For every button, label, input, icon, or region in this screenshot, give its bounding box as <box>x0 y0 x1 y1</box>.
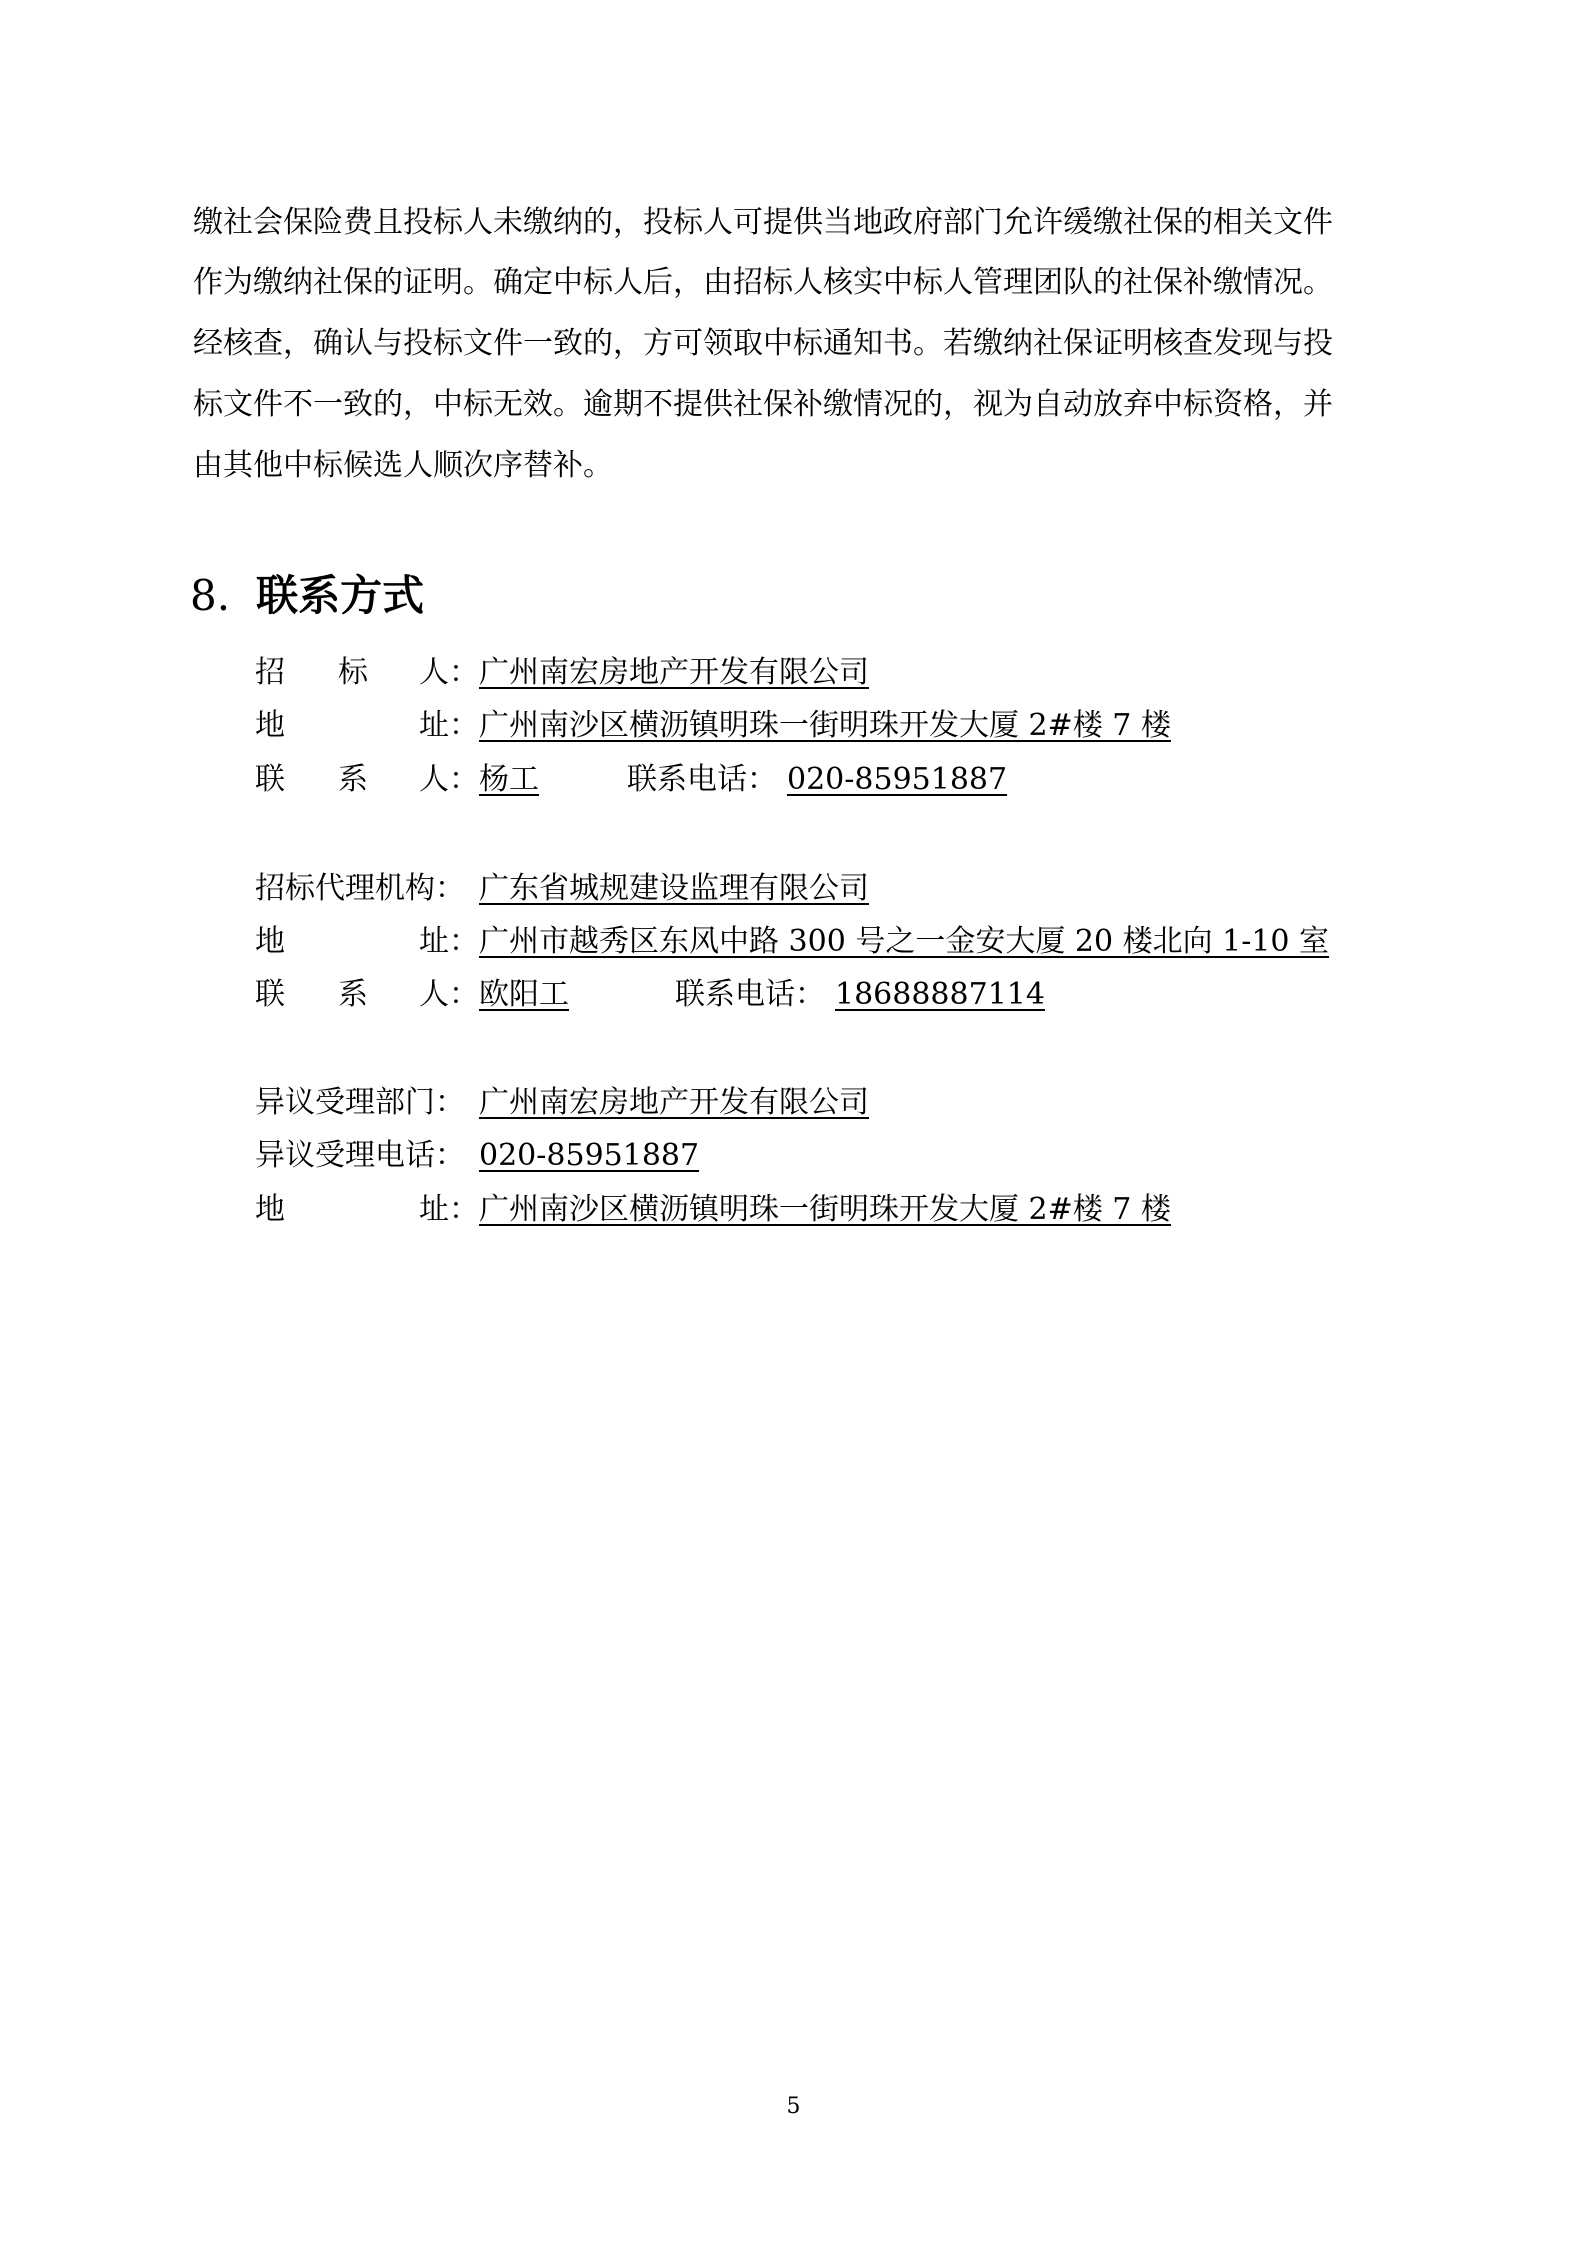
paragraph-line-3: 经核查，确认与投标文件一致的，方可领取中标通知书。若缴纳社保证明核查发现与投 <box>193 326 1333 361</box>
paragraph-line-5: 由其他中标候选人顺次序替补。 <box>193 448 613 483</box>
tenderer-address-label: 地 址： <box>255 708 479 743</box>
agency-name-value: 广东省城规建设监理有限公司 <box>479 871 869 906</box>
section-number: 8. <box>190 571 231 620</box>
paragraph-line-1: 缴社会保险费且投标人未缴纳的，投标人可提供当地政府部门允许缓缴社保的相关文件 <box>193 205 1333 240</box>
section-title: 联系方式 <box>256 571 425 620</box>
page-number: 5 <box>786 2094 801 2119</box>
paragraph-line-4: 标文件不一致的，中标无效。逾期不提供社保补缴情况的，视为自动放弃中标资格，并 <box>193 387 1333 422</box>
agency-contact-label: 联 系 人： <box>255 977 479 1012</box>
agency-address-label: 地 址： <box>255 924 479 959</box>
tenderer-name-label: 招 标 人： <box>255 655 479 690</box>
tenderer-contact-label: 联 系 人： <box>255 762 479 797</box>
tenderer-phone-label: 联系电话： <box>627 762 777 797</box>
objection-phone-value: 020-85951887 <box>479 1138 700 1173</box>
agency-contact-value: 欧阳工 <box>479 977 569 1012</box>
objection-address-value: 广州南沙区横沥镇明珠一街明珠开发大厦 2#楼 7 楼 <box>479 1192 1171 1227</box>
agency-phone-label: 联系电话： <box>675 977 825 1012</box>
objection-dept-value: 广州南宏房地产开发有限公司 <box>479 1085 869 1120</box>
paragraph-line-2: 作为缴纳社保的证明。确定中标人后，由招标人核实中标人管理团队的社保补缴情况。 <box>193 265 1333 300</box>
tenderer-address-value: 广州南沙区横沥镇明珠一街明珠开发大厦 2#楼 7 楼 <box>479 708 1171 743</box>
section-heading <box>190 573 424 619</box>
objection-address-label: 地 址： <box>255 1192 479 1227</box>
objection-dept-label: 异议受理部门： <box>255 1085 465 1120</box>
tenderer-name-value: 广州南宏房地产开发有限公司 <box>479 655 869 690</box>
agency-name-label: 招标代理机构： <box>255 871 465 906</box>
tenderer-phone-value: 020-85951887 <box>787 762 1008 797</box>
agency-phone-value: 18688887114 <box>835 977 1045 1012</box>
agency-address-value: 广州市越秀区东风中路 300 号之一金安大厦 20 楼北向 1-10 室 <box>479 924 1330 959</box>
tenderer-contact-value: 杨工 <box>479 762 539 797</box>
objection-phone-label: 异议受理电话： <box>255 1138 465 1173</box>
